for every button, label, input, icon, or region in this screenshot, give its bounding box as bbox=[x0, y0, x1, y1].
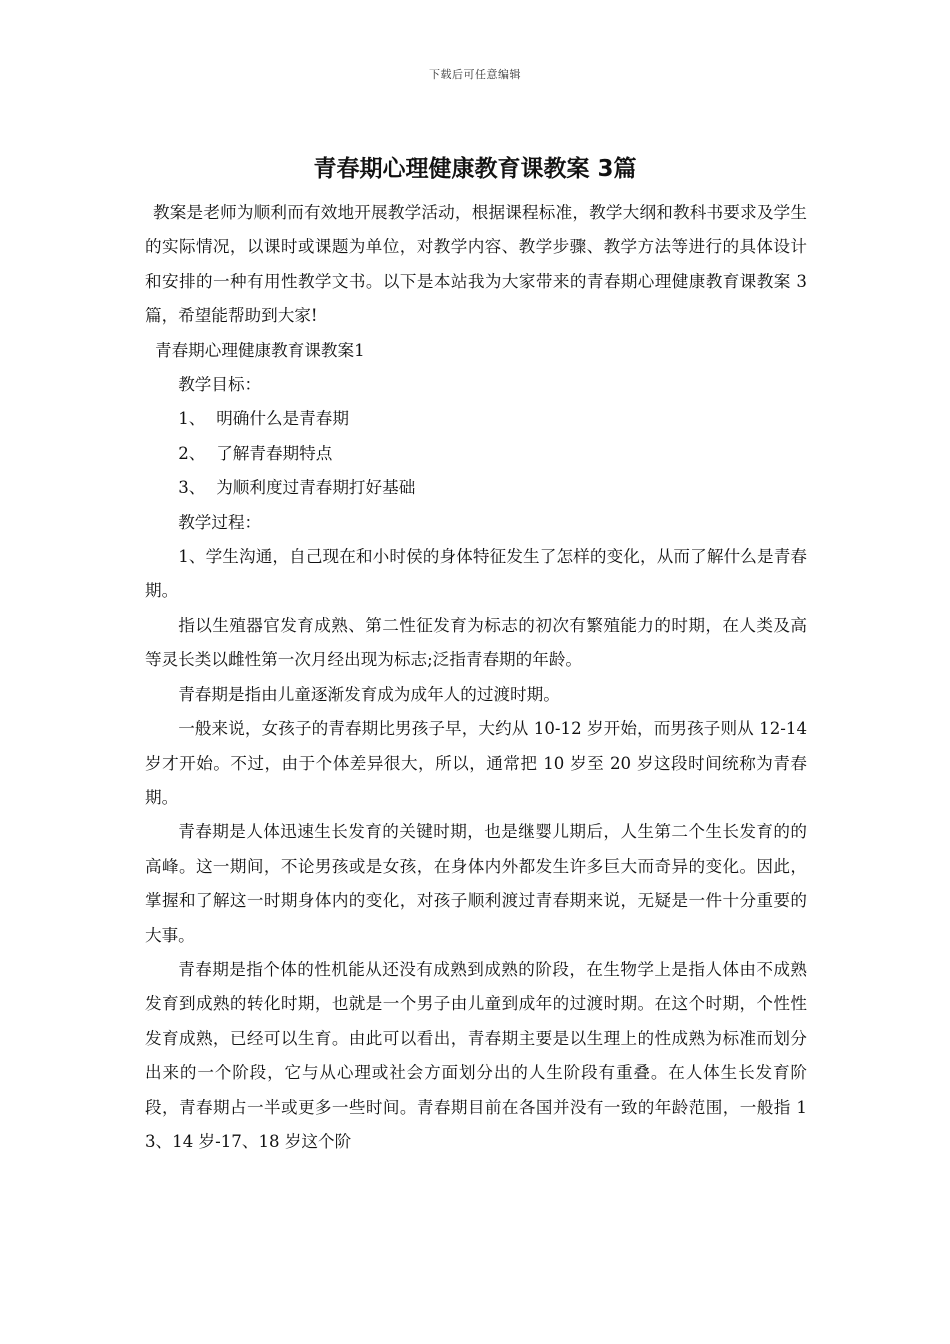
intro-paragraph: 教案是老师为顺利而有效地开展教学活动，根据课程标准，教学大纲和教科书要求及学生的实际情况，以课时或课题为单位，对教学内容、教学步骤、教学方法等进行的具体设计和安排的一种有用性教学文书。以下是本站我为大家带来的青春期心理健康教育课教案 3篇，希望能帮助到大家! bbox=[145, 203, 807, 326]
goal-text: 为顺利度过青春期打好基础 bbox=[216, 478, 416, 498]
body-paragraph: 指以生殖器官发育成熟、第二性征发育为标志的初次有繁殖能力的时期，在人类及高等灵长类以雌性第一次月经出现为标志;泛指青春期的年龄。 bbox=[145, 615, 807, 670]
body-paragraph: 一般来说，女孩子的青春期比男孩子早，大约从 10-12 岁开始，而男孩子则从 12-14 岁才开始。不过，由于个体差异很大，所以，通常把 10 岁至 20 岁这段时间统称为青春期。 bbox=[145, 719, 807, 807]
body-paragraph: 青春期是指由儿童逐渐发育成为成年人的过渡时期。 bbox=[178, 684, 560, 704]
goal-item bbox=[145, 402, 807, 436]
goal-number: 1、 bbox=[178, 409, 206, 429]
body-paragraph: 1、学生沟通，自己现在和小时侯的身体特征发生了怎样的变化，从而了解什么是青春期。 bbox=[145, 547, 807, 601]
body-paragraph: 青春期是指个体的性机能从还没有成熟到成熟的阶段，在生物学上是指人体由不成熟发育到成熟的转化时期，也就是一个男子由儿童到成年的过渡时期。在这个时期，个性性发育成熟，已经可以生育。由此可以看出，青春期主要是以生理上的性成熟为标准而划分出来的一个阶段，它与从心理或社会方面划分出的人生阶段有重叠。在人体生长发育阶段，青春期占一半或更多一些时间。青春期目前在各国并没有一致的年龄范围，一般指 13、14 岁-17、18 岁这个阶 bbox=[145, 959, 807, 1151]
section-heading: 青春期心理健康教育课教案1 bbox=[155, 340, 365, 360]
header-note: 下载后可任意编辑 bbox=[429, 68, 521, 81]
goal-number: 3、 bbox=[178, 478, 206, 498]
document-body bbox=[145, 196, 807, 1159]
goal-item bbox=[145, 437, 807, 471]
goal-item bbox=[145, 471, 807, 505]
goal-number: 2、 bbox=[178, 443, 206, 463]
document-title: 青春期心理健康教育课教案 3篇 bbox=[313, 156, 637, 182]
goals-label: 教学目标： bbox=[178, 375, 262, 395]
goal-text: 明确什么是青春期 bbox=[216, 409, 349, 429]
process-label: 教学过程： bbox=[178, 512, 262, 532]
body-paragraph: 青春期是人体迅速生长发育的关键时期，也是继婴儿期后，人生第二个生长发育的的高峰。这一期间，不论男孩或是女孩，在身体内外都发生许多巨大而奇异的变化。因此，掌握和了解这一时期身体内的变化，对孩子顺利渡过青春期来说，无疑是一件十分重要的大事。 bbox=[145, 822, 807, 945]
goal-text: 了解青春期特点 bbox=[216, 443, 333, 463]
